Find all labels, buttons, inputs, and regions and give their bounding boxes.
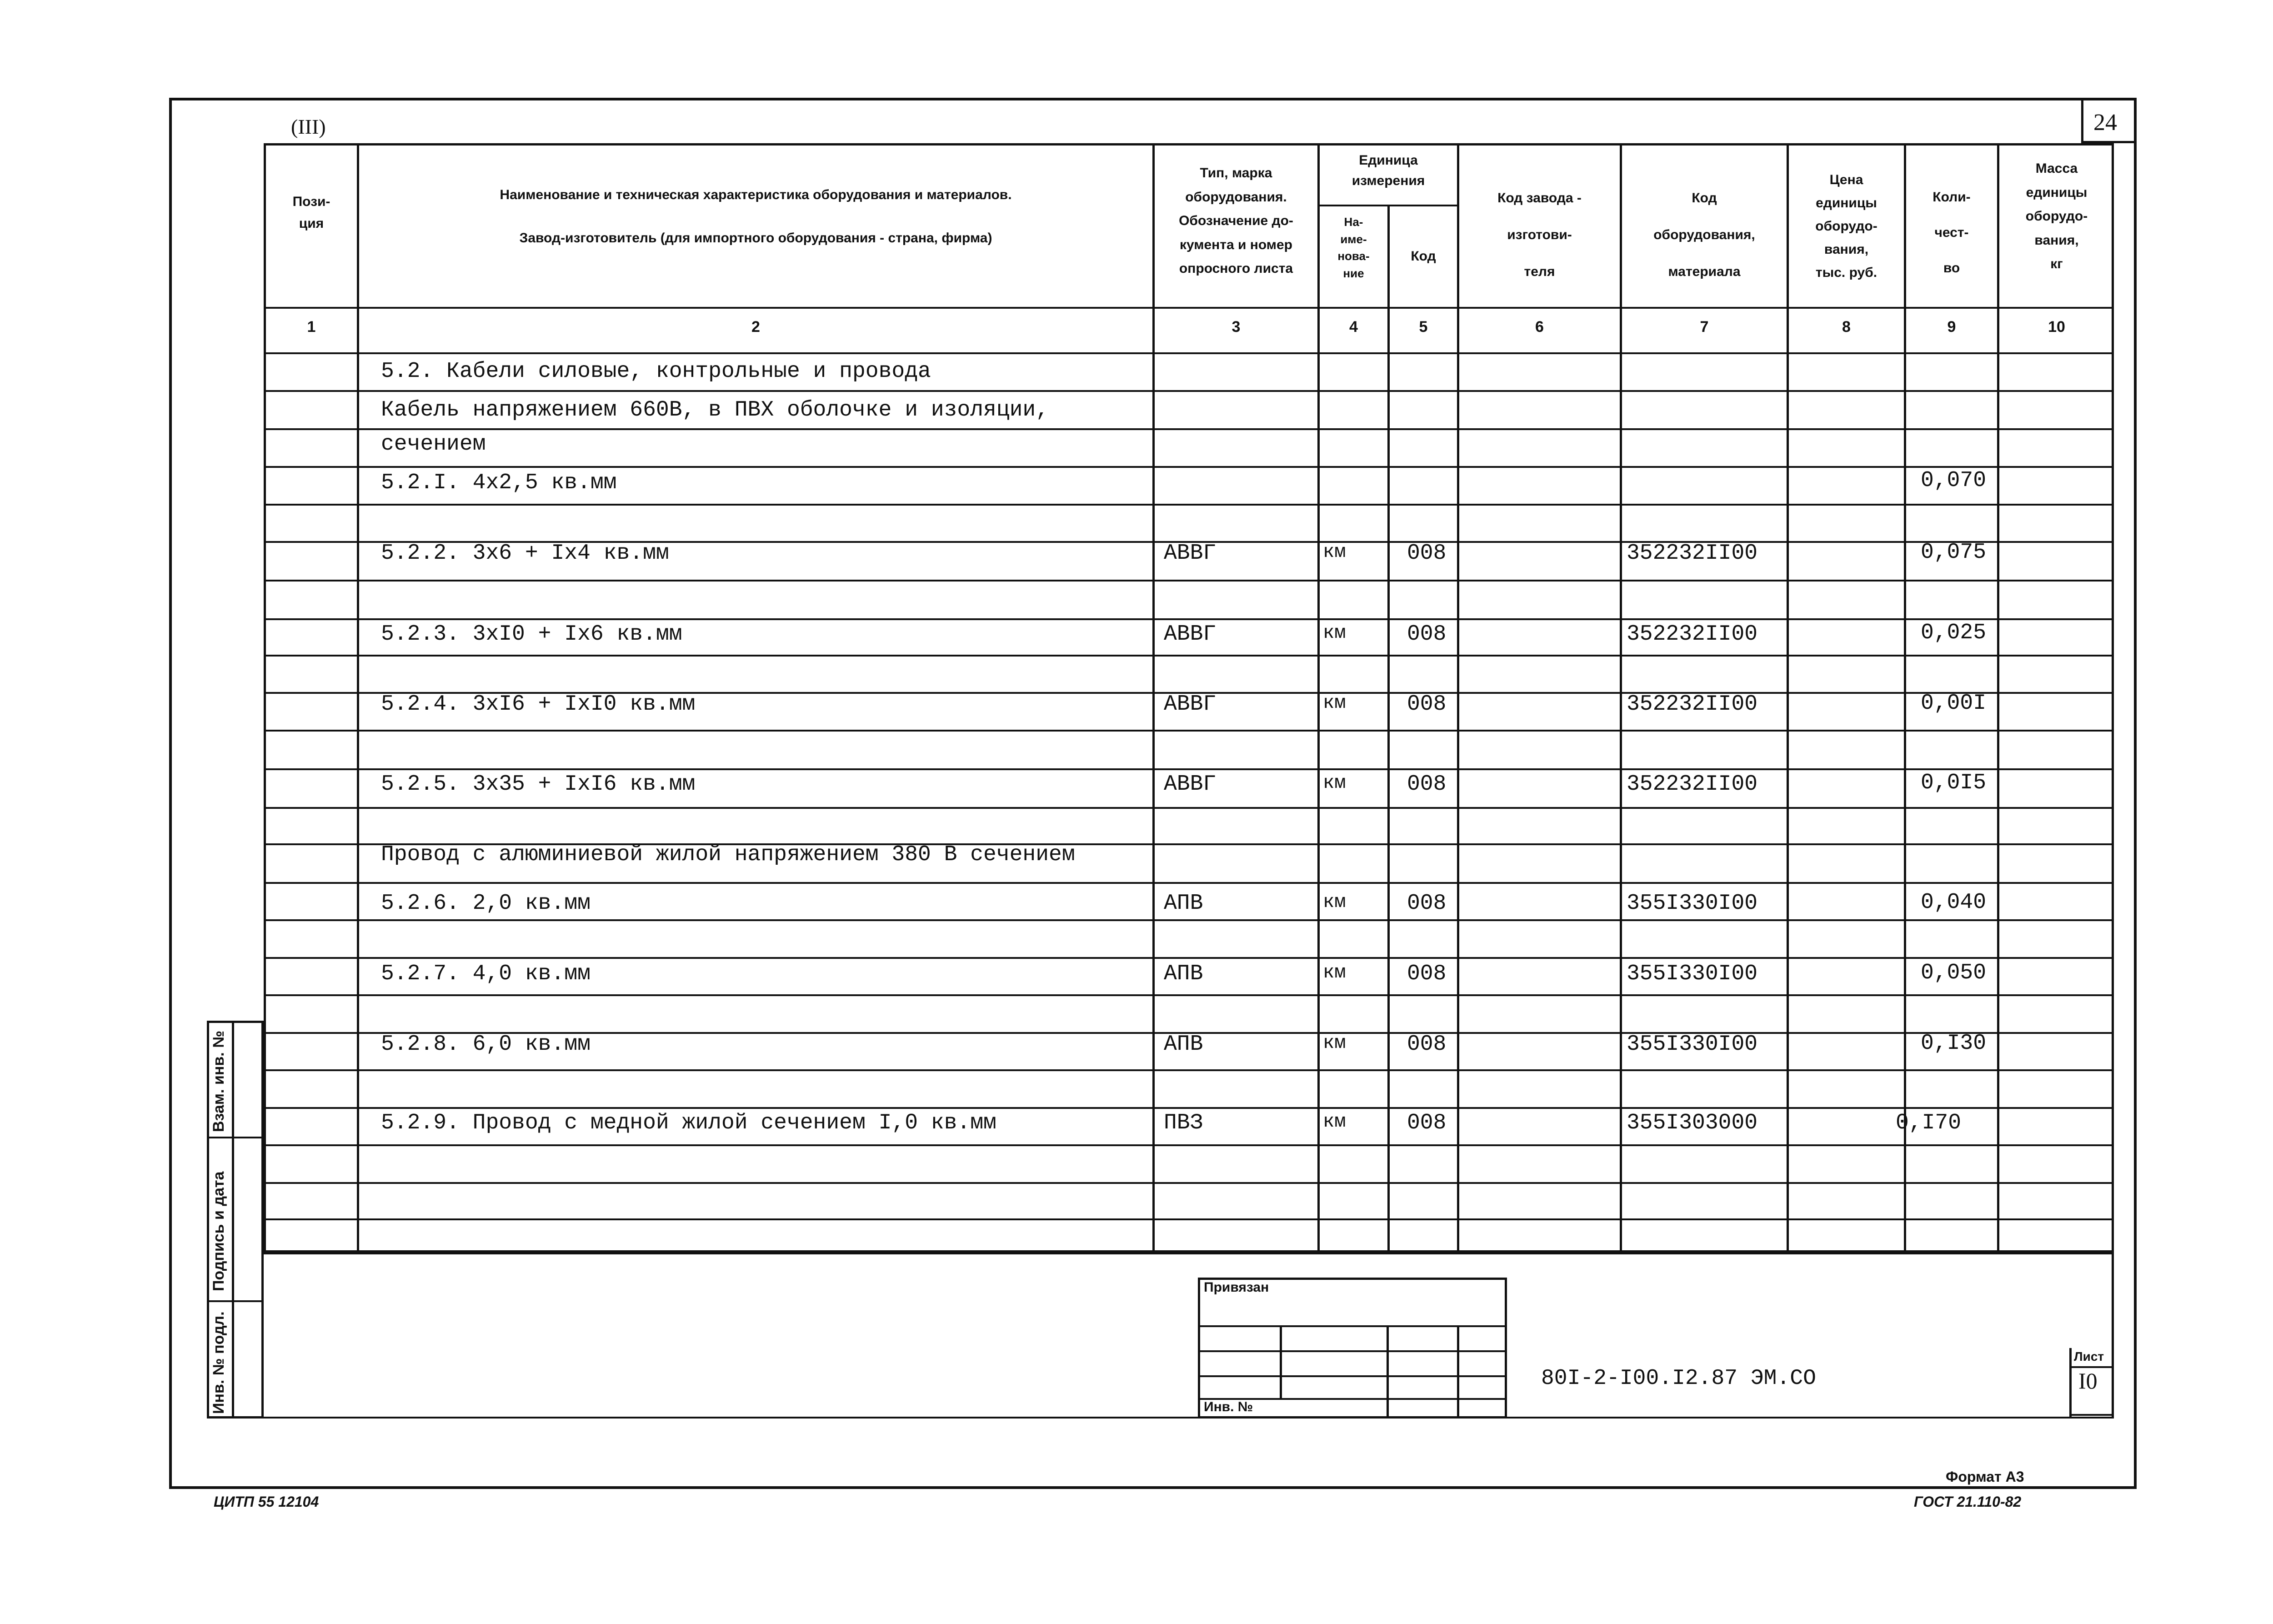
privyazan-line [1198, 1325, 1507, 1327]
row-12-mat: 355I303000 [1627, 1111, 1758, 1135]
colnum-9: 9 [1947, 318, 1956, 336]
row-line [264, 730, 2114, 732]
row-line [264, 957, 2114, 959]
row-3-name: 5.2.I. 4х2,5 кв.мм [381, 471, 617, 495]
row-11-name: 5.2.8. 6,0 кв.мм [381, 1032, 591, 1057]
header-price: Цена единицы оборудо- вания, тыс. руб. [1815, 172, 1877, 280]
header-bottom-line [264, 307, 2114, 309]
side-label-vzam: Взам. инв. № [210, 1030, 227, 1132]
row-6-mat: 352232II00 [1627, 692, 1758, 717]
row-4-qty: 0,075 [1921, 540, 1987, 565]
header-quantity: Коли- чест- во [1933, 190, 1971, 276]
colnum-2: 2 [751, 318, 760, 336]
col-line-10 [1997, 143, 1999, 1253]
footer-format: Формат А3 [1946, 1469, 2024, 1485]
row-line [264, 919, 2114, 921]
colnum-5: 5 [1419, 318, 1428, 336]
footer-left: ЦИТП 55 12104 [214, 1494, 319, 1510]
row-10-code: 008 [1407, 962, 1447, 986]
row-line [264, 1144, 2114, 1146]
row-line [264, 1069, 2114, 1071]
row-7-mat: 352232II00 [1627, 772, 1758, 797]
col-line-3 [1152, 143, 1155, 1253]
row-5-type: АВВГ [1164, 622, 1217, 647]
row-10-name: 5.2.7. 4,0 кв.мм [381, 962, 591, 986]
row-11-mat: 355I330I00 [1627, 1032, 1758, 1057]
colnum-4: 4 [1349, 318, 1358, 336]
row-5-name: 5.2.3. 3хI0 + Iх6 кв.мм [381, 622, 682, 647]
colnum-10: 10 [2048, 318, 2065, 336]
row-line [264, 390, 2114, 392]
colnum-6: 6 [1535, 318, 1544, 336]
row-6-type: АВВГ [1164, 692, 1217, 717]
col-line-7 [1620, 143, 1622, 1253]
privyazan-line [1198, 1375, 1507, 1377]
col-line-9 [1904, 143, 1906, 1253]
sheet-value: I0 [2078, 1368, 2098, 1393]
col-line-2 [357, 143, 359, 1253]
header-maker-code: Код завода - изготови- теля [1497, 190, 1582, 279]
row-10-unit: км [1323, 962, 1346, 983]
side-strip-inner [232, 1021, 234, 1418]
header-unit-code: Код [1411, 249, 1436, 264]
row-7-type: АВВГ [1164, 772, 1217, 797]
row-7-unit: км [1323, 772, 1346, 794]
side-strip-line [207, 1137, 264, 1138]
number-row-bottom-line [264, 352, 2114, 354]
privyazan-col [1457, 1325, 1459, 1418]
row-4-code: 008 [1407, 541, 1447, 566]
row-4-unit: км [1323, 541, 1346, 563]
row-line [264, 768, 2114, 770]
row-11-qty: 0,I30 [1921, 1031, 1987, 1056]
colnum-3: 3 [1232, 318, 1241, 336]
row-4-name: 5.2.2. 3х6 + Iх4 кв.мм [381, 541, 669, 566]
row-line [264, 618, 2114, 620]
privyazan-label: Привязан [1204, 1280, 1269, 1295]
row-3-qty: 0,070 [1921, 468, 1987, 493]
col-line-6 [1457, 143, 1459, 1253]
row-11-unit: км [1323, 1032, 1346, 1054]
row-9-unit: км [1323, 891, 1346, 913]
row-0-name: 5.2. Кабели силовые, контрольные и провода [381, 359, 931, 384]
row-5-code: 008 [1407, 622, 1447, 647]
row-6-qty: 0,00I [1921, 691, 1987, 716]
privyazan-block [1198, 1278, 1507, 1418]
side-label-inv: Инв. № подл. [210, 1311, 227, 1414]
row-12-type: ПВЗ [1164, 1111, 1203, 1135]
colnum-8: 8 [1842, 318, 1851, 336]
row-line [264, 580, 2114, 581]
row-9-qty: 0,040 [1921, 890, 1987, 915]
row-10-mat: 355I330I00 [1627, 962, 1758, 986]
row-4-mat: 352232II00 [1627, 541, 1758, 566]
row-10-qty: 0,050 [1921, 961, 1987, 985]
header-unit-name: На- име- нова- ние [1337, 215, 1370, 281]
row-9-mat: 355I330I00 [1627, 891, 1758, 916]
header-unit: Единица измерения [1352, 153, 1425, 188]
row-line [264, 428, 2114, 430]
row-line [264, 882, 2114, 884]
colnum-1: 1 [307, 318, 316, 336]
sheet-marker: (III) [291, 115, 326, 138]
row-7-qty: 0,0I5 [1921, 771, 1987, 795]
row-line [264, 994, 2114, 996]
row-5-mat: 352232II00 [1627, 622, 1758, 647]
sheet-label: Лист [2074, 1349, 2104, 1363]
col-line-4 [1317, 143, 1320, 1253]
privyazan-col [1387, 1325, 1389, 1418]
header-type: Тип, марка оборудования. Обозначение до- кумента и номер опросного листа [1179, 165, 1293, 276]
header-name-line1: Наименование и техническая характеристика оборудования и материалов. [500, 187, 1012, 202]
footer-gost: ГОСТ 21.110-82 [1914, 1494, 2022, 1510]
row-5-unit: км [1323, 622, 1346, 644]
row-9-type: АПВ [1164, 891, 1203, 916]
row-line [264, 466, 2114, 468]
colnum-7: 7 [1700, 318, 1709, 336]
row-line [264, 655, 2114, 657]
doc-code: 80I-2-I00.I2.87 ЭМ.СО [1541, 1366, 1816, 1391]
col-line-5 [1387, 205, 1390, 1253]
header-material-code: Код оборудования, материала [1653, 190, 1755, 279]
row-line [264, 807, 2114, 809]
row-7-name: 5.2.5. 3х35 + IхI6 кв.мм [381, 772, 696, 797]
inv-no-label: Инв. № [1204, 1399, 1253, 1414]
sheet-box-bottom [2069, 1414, 2114, 1416]
row-6-name: 5.2.4. 3хI6 + IхI0 кв.мм [381, 692, 696, 717]
header-name-line2: Завод-изготовитель (для импортного оборудования - страна, фирма) [519, 231, 992, 246]
row-12-qty: 0,I70 [1896, 1111, 1962, 1135]
row-1-name: Кабель напряжением 660В, в ПВХ оболочке и изоляции, [381, 398, 1049, 422]
row-line [264, 1218, 2114, 1220]
unit-split-line [1317, 205, 1457, 206]
row-8-name: Провод с алюминиевой жилой напряжением 380 В сечением [381, 842, 1075, 867]
side-strip-line [207, 1300, 264, 1302]
col-line-8 [1787, 143, 1789, 1253]
row-11-code: 008 [1407, 1032, 1447, 1057]
row-9-code: 008 [1407, 891, 1447, 916]
row-line [264, 1107, 2114, 1109]
row-7-code: 008 [1407, 772, 1447, 797]
header-mass: Масса единицы оборудо- вания, кг [2025, 161, 2088, 271]
row-4-type: АВВГ [1164, 541, 1217, 566]
row-6-unit: км [1323, 692, 1346, 714]
row-12-code: 008 [1407, 1111, 1447, 1135]
header-position: Пози- ция [292, 194, 330, 231]
page-number: 24 [2093, 110, 2117, 135]
privyazan-col [1280, 1325, 1282, 1398]
row-10-type: АПВ [1164, 962, 1203, 986]
row-2-name: сечением [381, 432, 486, 456]
row-12-name: 5.2.9. Провод с медной жилой сечением I,0 кв.мм [381, 1111, 996, 1135]
row-11-type: АПВ [1164, 1032, 1203, 1057]
row-12-unit: км [1323, 1111, 1346, 1133]
side-label-podpis: Подпись и дата [210, 1171, 227, 1291]
row-line [264, 1182, 2114, 1184]
row-6-code: 008 [1407, 692, 1447, 717]
drawing-bottom-line [264, 1417, 2114, 1418]
row-5-qty: 0,025 [1921, 621, 1987, 645]
row-line [264, 504, 2114, 506]
row-9-name: 5.2.6. 2,0 кв.мм [381, 891, 591, 916]
row-line [264, 1253, 2114, 1254]
privyazan-line [1198, 1350, 1507, 1352]
